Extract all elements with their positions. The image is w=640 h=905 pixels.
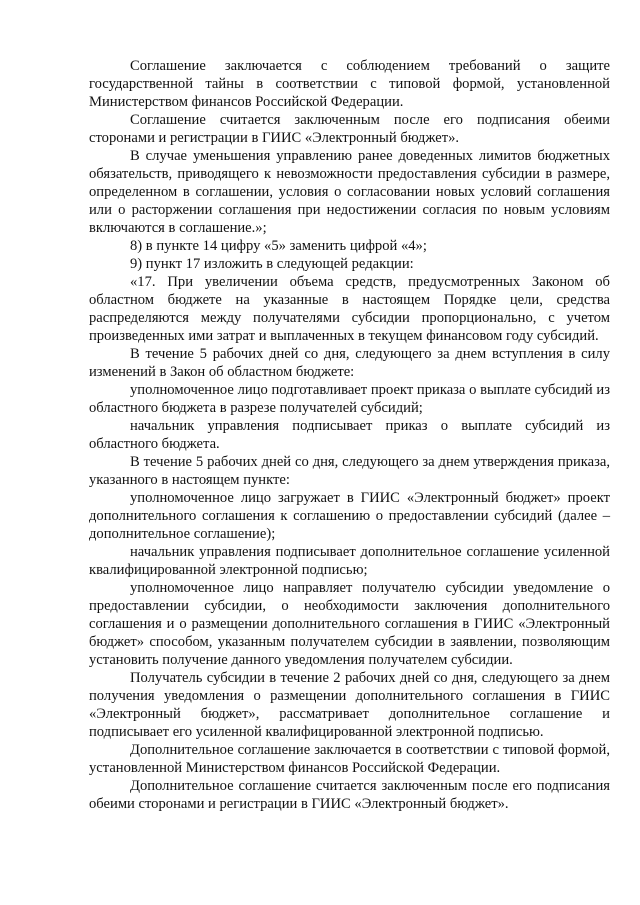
list-item: 8) в пункте 14 цифру «5» заменить цифрой «4»;	[130, 238, 427, 254]
paragraph: уполномоченное лицо подготавливает проект приказа о выплате субсидий из областного бюджета в разрезе получателей субсидий;	[89, 382, 610, 416]
paragraph: Соглашение заключается с соблюдением требований о защите государственной тайны в соответствии с типовой формой, установленной Министерством финансов Российской Федерации.	[89, 58, 610, 110]
paragraph: Получатель субсидии в течение 2 рабочих дней со дня, следующего за днем получения уведомления о размещении дополнительного соглашения в ГИИС «Электронный бюджет», рассматривает дополнительное соглашение и подписывает его усиленной квалифицированной электронной подписью.	[89, 670, 610, 740]
paragraph: «17. При увеличении объема средств, предусмотренных Законом об областном бюджете на указанные в настоящем Порядке цели, средства распределяются между получателями субсидии пропорционально, с учетом произведенных ими затрат и выплаченных в текущем финансовом году субсидий.	[89, 274, 610, 344]
paragraph: В случае уменьшения управлению ранее доведенных лимитов бюджетных обязательств, приводящего к невозможности предоставления субсидии в размере, определенном в соглашении, условия о согласовании новых условий соглашения или о расторжении соглашения при недостижении согласия по новым условиям включаются в соглашение.»;	[89, 148, 610, 236]
paragraph: В течение 5 рабочих дней со дня, следующего за днем вступления в силу изменений в Закон об областном бюджете:	[89, 346, 610, 380]
paragraph: Соглашение считается заключенным после его подписания обеими сторонами и регистрации в ГИИС «Электронный бюджет».	[89, 112, 610, 146]
paragraph: Дополнительное соглашение считается заключенным после его подписания обеими сторонами и регистрации в ГИИС «Электронный бюджет».	[89, 778, 610, 812]
paragraph: Дополнительное соглашение заключается в соответствии с типовой формой, установленной Министерством финансов Российской Федерации.	[89, 742, 610, 776]
paragraph: начальник управления подписывает приказ о выплате субсидий из областного бюджета.	[89, 418, 610, 452]
paragraph: начальник управления подписывает дополнительное соглашение усиленной квалифицированной электронной подписью;	[89, 544, 610, 578]
list-item: 9) пункт 17 изложить в следующей редакции:	[130, 256, 414, 272]
paragraph: В течение 5 рабочих дней со дня, следующего за днем утверждения приказа, указанного в настоящем пункте:	[89, 454, 610, 488]
paragraph: уполномоченное лицо направляет получателю субсидии уведомление о предоставлении субсидии, о необходимости заключения дополнительного соглашения и о размещении дополнительного соглашения в ГИИС «Электронный бюджет» способом, указанным получателем субсидии в заявлении, позволяющим установить получение данного уведомления получателем субсидии.	[89, 580, 610, 668]
paragraph: уполномоченное лицо загружает в ГИИС «Электронный бюджет» проект дополнительного соглашения к соглашению о предоставлении субсидий (далее – дополнительное соглашение);	[89, 490, 610, 542]
